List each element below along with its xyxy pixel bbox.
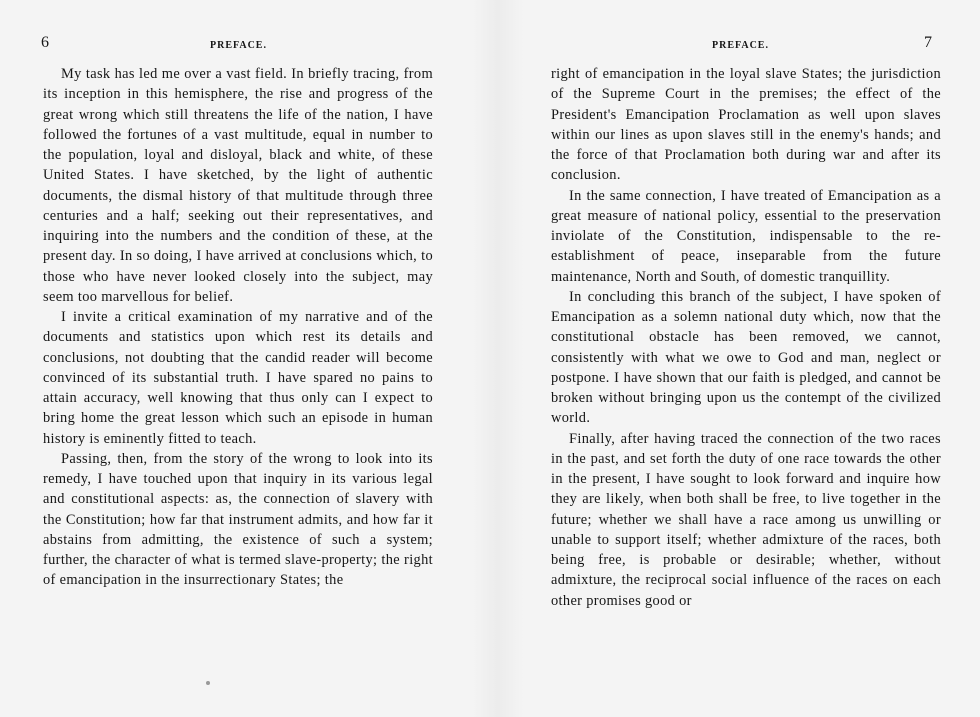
right-running-head: PREFACE. xyxy=(712,40,769,51)
left-page-body xyxy=(43,64,433,591)
right-page-body xyxy=(551,64,941,611)
left-page-number: 6 xyxy=(41,34,50,51)
left-paragraph-3: Passing, then, from the story of the wrong to look into its remedy, I have touched upon that inquiry in its various legal and constitutional aspects: as, the connection of slavery with the Constitution; how far that instrument admits, and how far it abstains from admitting, the existence of such a system; further, the character of what is termed slave-property; the right of emancipation in the insurrectionary States; the xyxy=(43,450,433,589)
left-running-head: PREFACE. xyxy=(210,40,267,51)
right-paragraph-1: right of emancipation in the loyal slave States; the jurisdiction of the Supreme Court in the premises; the effect of the President's Emancipation Proclamation as well upon slaves within our lines as upon slaves still in the enemy's hands; and the force of that Proclamation both during war and after its conclusion. xyxy=(551,66,941,184)
print-speck xyxy=(206,681,210,685)
right-paragraph-3: In concluding this branch of the subject, I have spoken of Emancipation as a solemn national duty which, now that the constitutional obstacle has been removed, we cannot, consistently with what we owe to God and man, neglect or postpone. I have shown that our faith is pledged, and cannot be broken without bringing upon us the contempt of the civilized world. xyxy=(551,288,941,427)
book-gutter xyxy=(472,0,524,717)
right-page-number: 7 xyxy=(924,34,933,51)
left-paragraph-2: I invite a critical examination of my narrative and of the documents and statistics upon which rest its details and conclusions, not doubting that the candid reader will become convinced of its substantial truth. I have spared no pains to attain accuracy, well knowing that thus only can I expect to bring home the great lesson which such an episode in human history is eminently fitted to teach. xyxy=(43,309,433,447)
left-paragraph-1: My task has led me over a vast field. In briefly tracing, from its inception in this hemisphere, the rise and progress of the great wrong which still threatens the life of the nation, I have followed the fortunes of a vast multitude, equal in number to the population, loyal and disloyal, black and white, of these United States. I have sketched, by the light of authentic documents, the dismal history of that multitude through three centuries and a half; seeking out their representatives, and inquiring into the numbers and the condition of these, at the present day. In so doing, I have arrived at conclusions which, to those who have never looked closely into the subject, may seem too marvellous for belief. xyxy=(43,66,433,305)
right-paragraph-4: Finally, after having traced the connection of the two races in the past, and set forth the duty of one race towards the other in the present, I have sought to look forward and inquire how they are likely, when both shall be free, to live together in the future; whether we shall have a race among us unwilling or unable to support itself; whether admixture of the races, both being free, is probable or desirable; whether, without admixture, the reciprocal social influence of the races on each other promises good or xyxy=(551,430,941,609)
right-paragraph-2: In the same connection, I have treated of Emancipation as a great measure of national policy, essential to the preservation inviolate of the Constitution, indispensable to the re-establishment of peace, inseparable from the future maintenance, North and South, of domestic tranquillity. xyxy=(551,187,941,285)
